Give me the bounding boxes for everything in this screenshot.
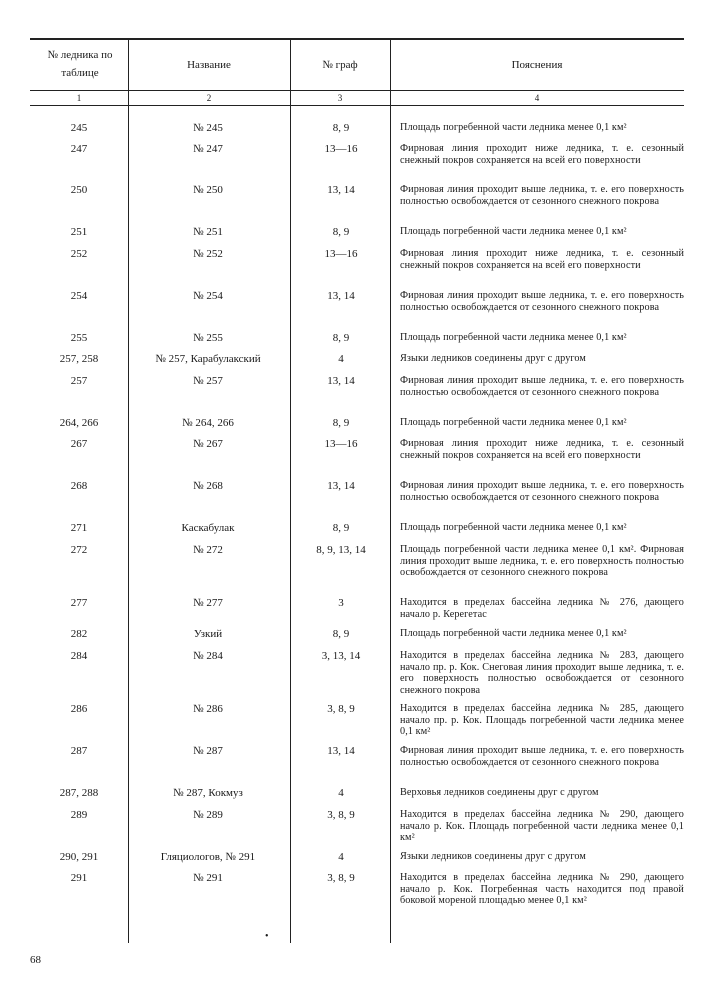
row-glacier-number: 245 [70, 122, 88, 134]
row-glacier-name: № 291 [193, 872, 223, 884]
row-glacier-number: 251 [70, 226, 88, 238]
header-col-glacier-number: № ледника по таблице [47, 49, 113, 79]
column-divider-3 [390, 40, 391, 943]
row-glacier-number: 287, 288 [59, 787, 99, 799]
row-explanation: Языки ледников соединены друг с другом [400, 353, 586, 364]
row-glacier-name: № 286 [193, 703, 223, 715]
header-col-name: Название [187, 59, 231, 71]
row-explanation: Площадь погребенной части ледника менее 0,1 км² [400, 628, 627, 639]
row-graph-numbers: 4 [338, 787, 344, 799]
header-col-notes: Пояснения [511, 59, 563, 71]
row-glacier-number: 257, 258 [59, 353, 99, 365]
row-glacier-name: № 250 [193, 184, 223, 196]
row-glacier-number: 282 [70, 628, 88, 640]
row-glacier-name: № 245 [193, 122, 223, 134]
row-graph-numbers: 8, 9, 13, 14 [316, 544, 366, 556]
row-glacier-name: Каскабулак [181, 522, 235, 534]
row-glacier-number: 290, 291 [59, 851, 99, 863]
row-graph-numbers: 4 [338, 851, 344, 863]
row-glacier-number: 257 [70, 375, 88, 387]
column-divider-2 [290, 40, 291, 943]
row-glacier-number: 252 [70, 248, 88, 260]
row-glacier-name: № 255 [193, 332, 223, 344]
row-explanation: Фирновая линия проходит ниже ледника, т. е. сезонный снежный покров сохраняется на всей его поверхности [400, 248, 684, 271]
row-graph-numbers: 3, 8, 9 [327, 872, 355, 884]
header-number-4: 4 [534, 93, 540, 103]
row-explanation: Находится в пределах бассейна ледника № 276, дающего начало р. Керегетас [400, 597, 684, 620]
row-graph-numbers: 3 [338, 597, 344, 609]
row-glacier-number: 289 [70, 809, 88, 821]
row-explanation: Фирновая линия проходит выше ледника, т. е. его поверхность полностью освобождается от сезонного снежного покрова [400, 375, 684, 398]
row-explanation: Фирновая линия проходит выше ледника, т. е. его поверхность полностью освобождается от сезонного снежного покрова [400, 184, 684, 207]
row-glacier-number: 250 [70, 184, 88, 196]
row-glacier-name: № 287 [193, 745, 223, 757]
row-explanation: Фирновая линия проходит выше ледника, т. е. его поверхность полностью освобождается от сезонного снежного покрова [400, 290, 684, 313]
row-glacier-number: 291 [70, 872, 88, 884]
row-glacier-number: 272 [70, 544, 88, 556]
header-number-2: 2 [206, 93, 212, 103]
page-number: 68 [30, 954, 41, 966]
row-explanation: Верховья ледников соединены друг с другом [400, 787, 599, 798]
row-glacier-number: 287 [70, 745, 88, 757]
row-graph-numbers: 13, 14 [327, 375, 355, 387]
row-explanation: Находится в пределах бассейна ледника № 285, дающего начало пр. р. Кок. Площадь погребенной части ледника менее 0,1 км² [400, 703, 684, 737]
row-graph-numbers: 13, 14 [327, 745, 355, 757]
row-explanation: Площадь погребенной части ледника менее 0,1 км² [400, 522, 627, 533]
header-number-1: 1 [76, 93, 82, 103]
row-glacier-number: 286 [70, 703, 88, 715]
row-glacier-number: 254 [70, 290, 88, 302]
row-explanation: Находится в пределах бассейна ледника № 290, дающего начало р. Кок. Погребенная часть находится под правой боковой мореной площадью менее 0,1 км² [400, 872, 684, 906]
row-explanation: Фирновая линия проходит ниже ледника, т. е. сезонный снежный покров сохраняется на всей его поверхности [400, 143, 684, 166]
row-glacier-name: № 247 [193, 143, 223, 155]
row-glacier-name: № 284 [193, 650, 223, 662]
row-glacier-name: № 289 [193, 809, 223, 821]
row-explanation: Находится в пределах бассейна ледника № 283, дающего начало пр. р. Кок. Снеговая линия проходит выше ледника, т. е. его поверхность полностью освобождается от сезонного снежного покрова [400, 650, 684, 696]
row-graph-numbers: 13, 14 [327, 480, 355, 492]
row-graph-numbers: 3, 8, 9 [327, 703, 355, 715]
row-graph-numbers: 3, 13, 14 [321, 650, 361, 662]
row-graph-numbers: 8, 9 [332, 226, 350, 238]
row-graph-numbers: 13—16 [324, 143, 358, 155]
stray-mark: • [265, 931, 269, 942]
row-explanation: Площадь погребенной части ледника менее 0,1 км² [400, 417, 627, 428]
row-graph-numbers: 8, 9 [332, 522, 350, 534]
row-explanation: Фирновая линия проходит выше ледника, т. е. его поверхность полностью освобождается от сезонного снежного покрова [400, 745, 684, 768]
row-glacier-number: 284 [70, 650, 88, 662]
row-glacier-number: 277 [70, 597, 88, 609]
row-explanation: Находится в пределах бассейна ледника № 290, дающего начало р. Кок. Площадь погребенной части ледника менее 0,1 км² [400, 809, 684, 843]
row-explanation: Площадь погребенной части ледника менее 0,1 км² [400, 332, 627, 343]
row-glacier-name: № 257 [193, 375, 223, 387]
row-glacier-name: № 254 [193, 290, 223, 302]
row-glacier-number: 264, 266 [59, 417, 99, 429]
row-graph-numbers: 4 [338, 353, 344, 365]
row-graph-numbers: 13—16 [324, 248, 358, 260]
row-glacier-number: 247 [70, 143, 88, 155]
row-explanation: Площадь погребенной части ледника менее 0,1 км². Фирновая линия проходит выше ледника, т. е. его поверхность полностью освобождается от сезонного снежного покрова [400, 544, 684, 578]
row-glacier-number: 267 [70, 438, 88, 450]
row-glacier-name: № 264, 266 [182, 417, 234, 429]
row-glacier-number: 255 [70, 332, 88, 344]
row-graph-numbers: 8, 9 [332, 628, 350, 640]
row-glacier-name: № 272 [193, 544, 223, 556]
row-graph-numbers: 13, 14 [327, 184, 355, 196]
row-explanation: Языки ледников соединены друг с другом [400, 851, 586, 862]
row-glacier-name: № 268 [193, 480, 223, 492]
row-glacier-name: № 251 [193, 226, 223, 238]
row-graph-numbers: 13—16 [324, 438, 358, 450]
header-col-graphs: № граф [322, 59, 358, 71]
row-graph-numbers: 8, 9 [332, 122, 350, 134]
row-glacier-name: Гляциологов, № 291 [160, 851, 256, 863]
row-glacier-name: № 287, Кокмуз [173, 787, 243, 799]
row-graph-numbers: 3, 8, 9 [327, 809, 355, 821]
row-explanation: Площадь погребенной части ледника менее 0,1 км² [400, 226, 627, 237]
row-glacier-name: Узкий [193, 628, 223, 640]
row-explanation: Фирновая линия проходит выше ледника, т. е. его поверхность полностью освобождается от сезонного снежного покрова [400, 480, 684, 503]
row-glacier-number: 268 [70, 480, 88, 492]
row-graph-numbers: 13, 14 [327, 290, 355, 302]
row-graph-numbers: 8, 9 [332, 417, 350, 429]
row-glacier-name: № 257, Карабулакский [155, 353, 261, 365]
row-glacier-name: № 267 [193, 438, 223, 450]
row-glacier-name: № 277 [193, 597, 223, 609]
header-number-3: 3 [337, 93, 343, 103]
row-glacier-number: 271 [70, 522, 88, 534]
row-graph-numbers: 8, 9 [332, 332, 350, 344]
row-explanation: Площадь погребенной части ледника менее 0,1 км² [400, 122, 627, 133]
row-explanation: Фирновая линия проходит ниже ледника, т. е. сезонный снежный покров сохраняется на всей его поверхности [400, 438, 684, 461]
row-glacier-name: № 252 [193, 248, 223, 260]
